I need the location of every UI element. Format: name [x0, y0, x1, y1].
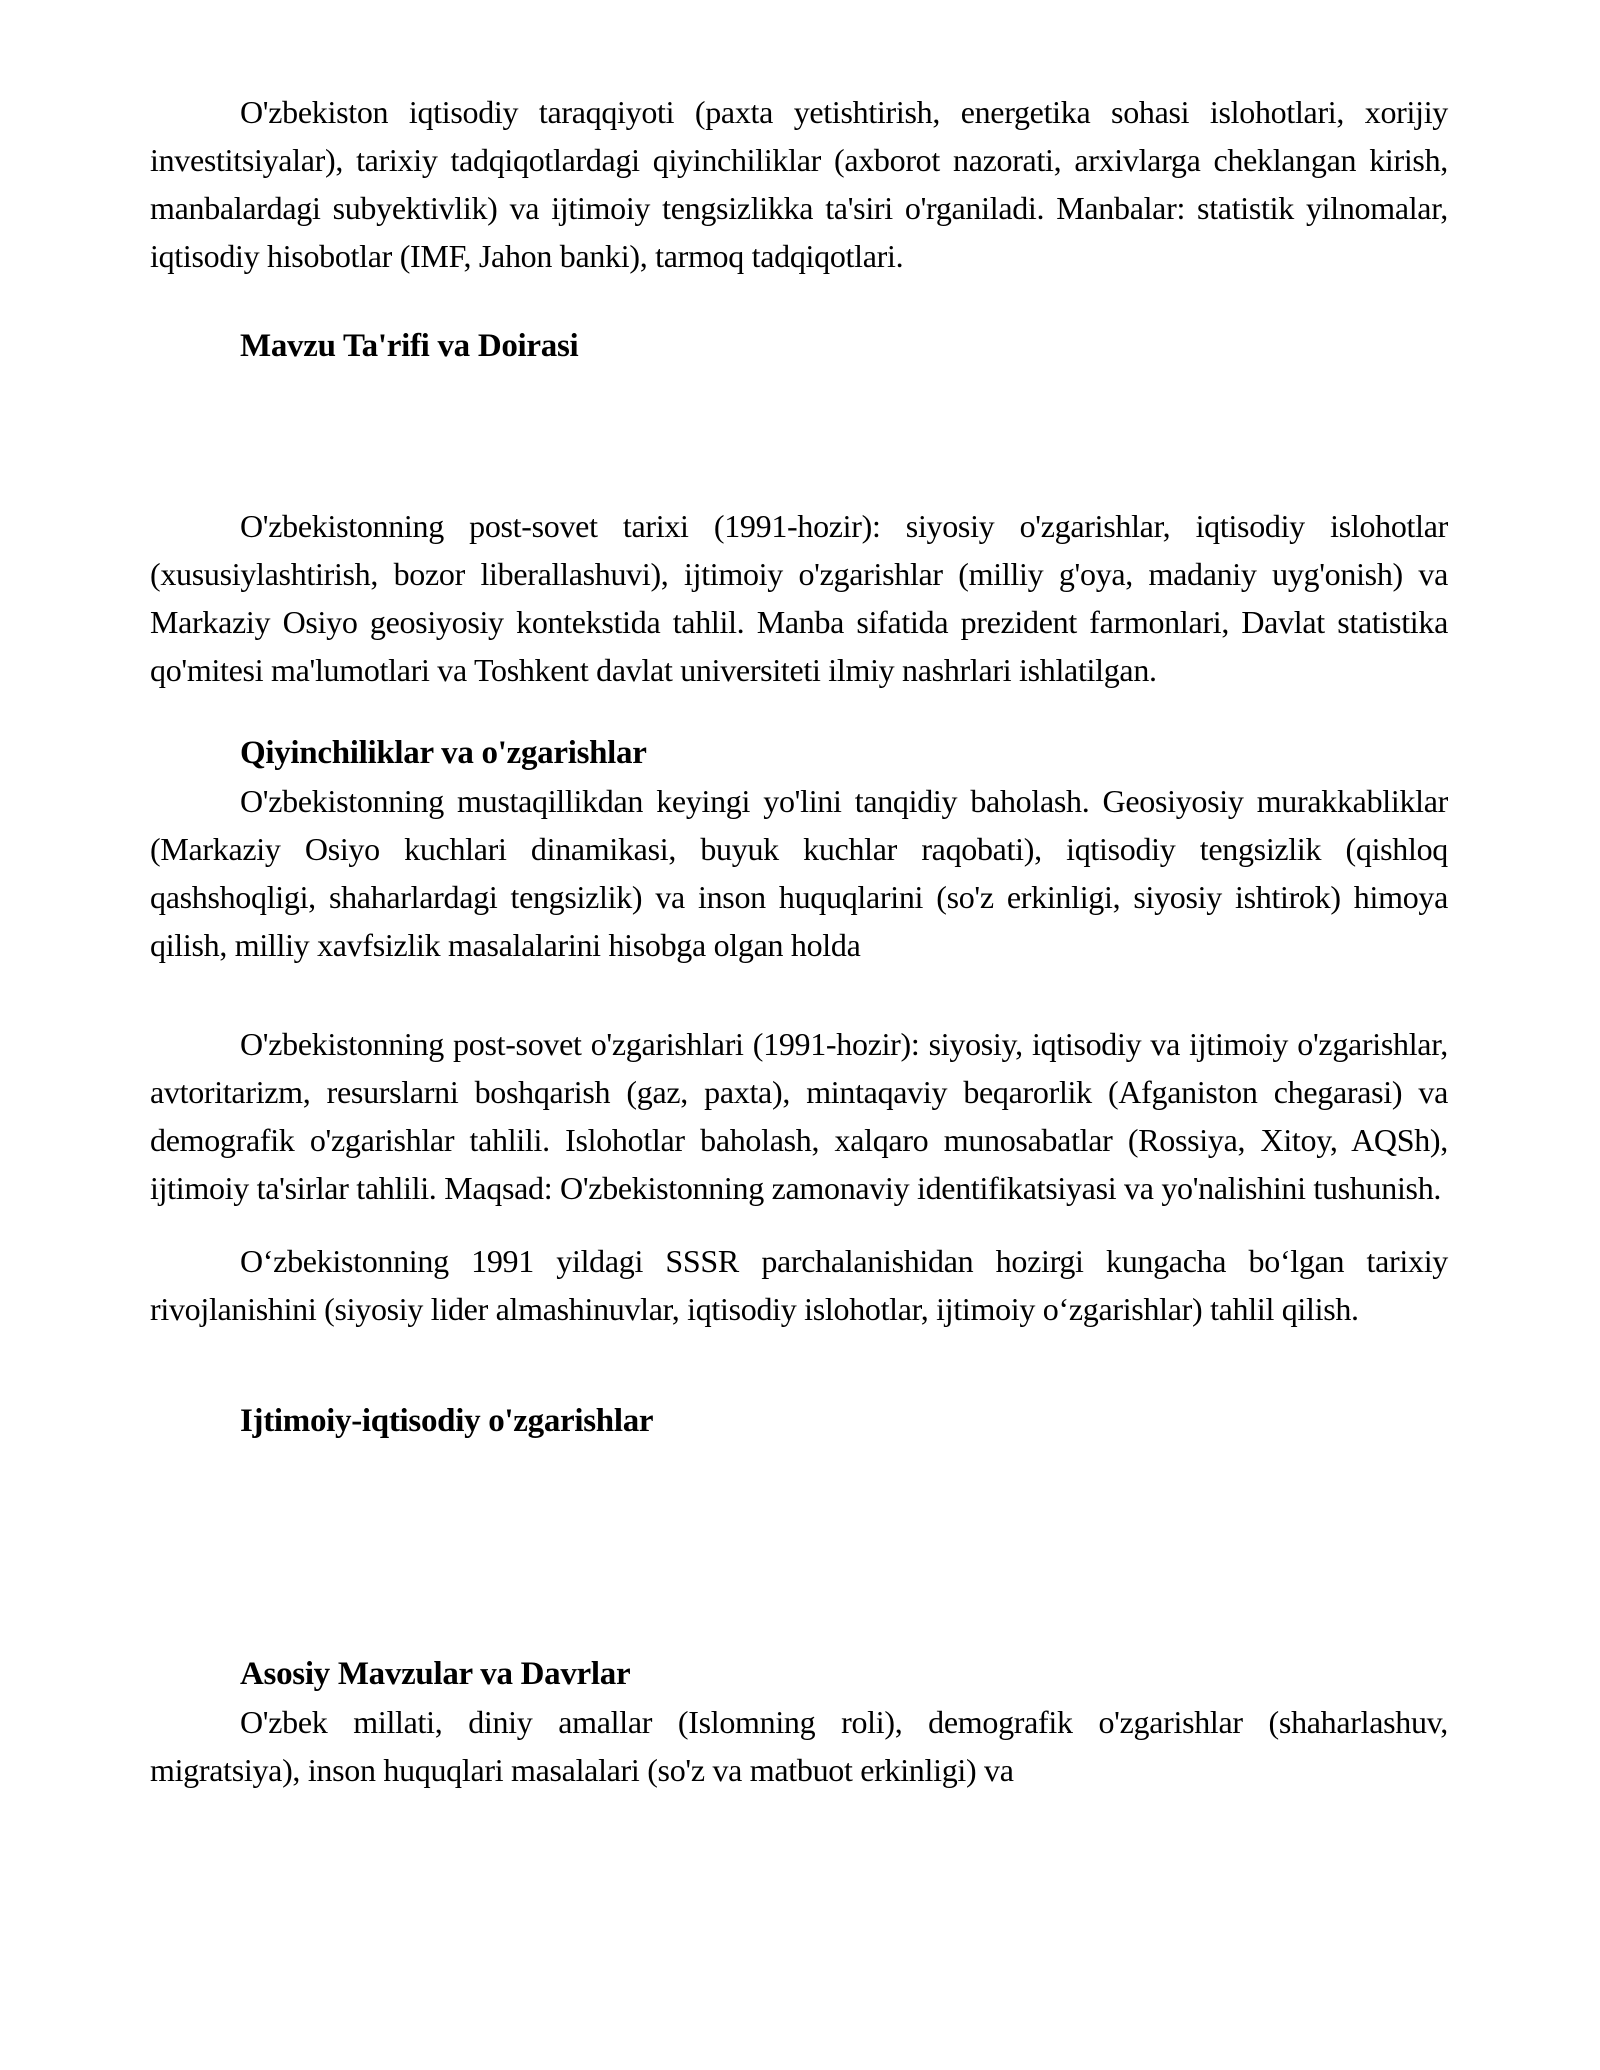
heading-ijtimoiy-iqtisodiy-ozgarishlar: Ijtimoiy-iqtisodiy o'zgarishlar	[240, 1403, 654, 1439]
heading-mavzu-tarifi-va-doirasi: Mavzu Ta'rifi va Doirasi	[240, 328, 579, 364]
paragraph-post-sovet-tarixi: O'zbekistonning post-sovet tarixi (1991-hozir): siyosiy o'zgarishlar, iqtisodiy islohotlar (xususiylashtirish, bozor liberallashuvi), ijtimoiy o'zgarishlar (milliy g'oya, madaniy uyg'onish) va Markaziy Osiyo geosiyosiy kontekstida tahlil. Manba sifatida prezident farmonlari, Davlat statistika qo'mitesi ma'lumotlari va Toshkent davlat universiteti ilmiy nashrlari ishlatilgan.	[150, 508, 1448, 688]
paragraph-intro-sources: O'zbekiston iqtisodiy taraqqiyoti (paxta yetishtirish, energetika sohasi islohotlari, xorijiy investitsiyalar), tarixiy tadqiqotlardagi qiyinchiliklar (axborot nazorati, arxivlarga cheklangan kirish, manbalardagi subyektivlik) va ijtimoiy tengsizlikka ta'siri o'rganiladi. Manbalar: statistik yilnomalar, iqtisodiy hisobotlar (IMF, Jahon banki), tarmoq tadqiqotlari.	[150, 94, 1448, 274]
paragraph-tanqidiy-baholash: O'zbekistonning mustaqillikdan keyingi yo'lini tanqidiy baholash. Geosiyosiy murakkabliklar (Markaziy Osiyo kuchlari dinamikasi, buyuk kuchlar raqobati), iqtisodiy tengsizlik (qishloq qashshoqligi, shaharlardagi tengsizlik) va inson huquqlarini (so'z erkinligi, siyosiy ishtirok) himoya qilish, milliy xavfsizlik masalalarini hisobga olgan holda	[150, 783, 1448, 963]
heading-asosiy-mavzular-va-davrlar: Asosiy Mavzular va Davrlar	[240, 1656, 631, 1692]
heading-qiyinchiliklar-va-ozgarishlar: Qiyinchiliklar va o'zgarishlar	[240, 735, 647, 771]
paragraph-post-sovet-ozgarishlari: O'zbekistonning post-sovet o'zgarishlari (1991-hozir): siyosiy, iqtisodiy va ijtimoiy o'zgarishlar, avtoritarizm, resurslarni boshqarish (gaz, paxta), mintaqaviy beqarorlik (Afganiston chegarasi) va demografik o'zgarishlar tahlili. Islohotlar baholash, xalqaro munosabatlar (Rossiya, Xitoy, AQSh), ijtimoiy ta'sirlar tahlili. Maqsad: O'zbekistonning zamonaviy identifikatsiyasi va yo'nalishini tushunish.	[150, 1026, 1448, 1206]
paragraph-1991-sssr-tahlil: O‘zbekistonning 1991 yildagi SSSR parchalanishidan hozirgi kungacha bo‘lgan tarixiy rivojlanishini (siyosiy lider almashinuvlar, iqtisodiy islohotlar, ijtimoiy o‘zgarishlar) tahlil qilish.	[150, 1243, 1448, 1327]
paragraph-mavzular-davrlar: O'zbek millati, diniy amallar (Islomning roli), demografik o'zgarishlar (shaharlashuv, migratsiya), inson huquqlari masalalari (so'z va matbuot erkinligi) va	[150, 1704, 1448, 1788]
